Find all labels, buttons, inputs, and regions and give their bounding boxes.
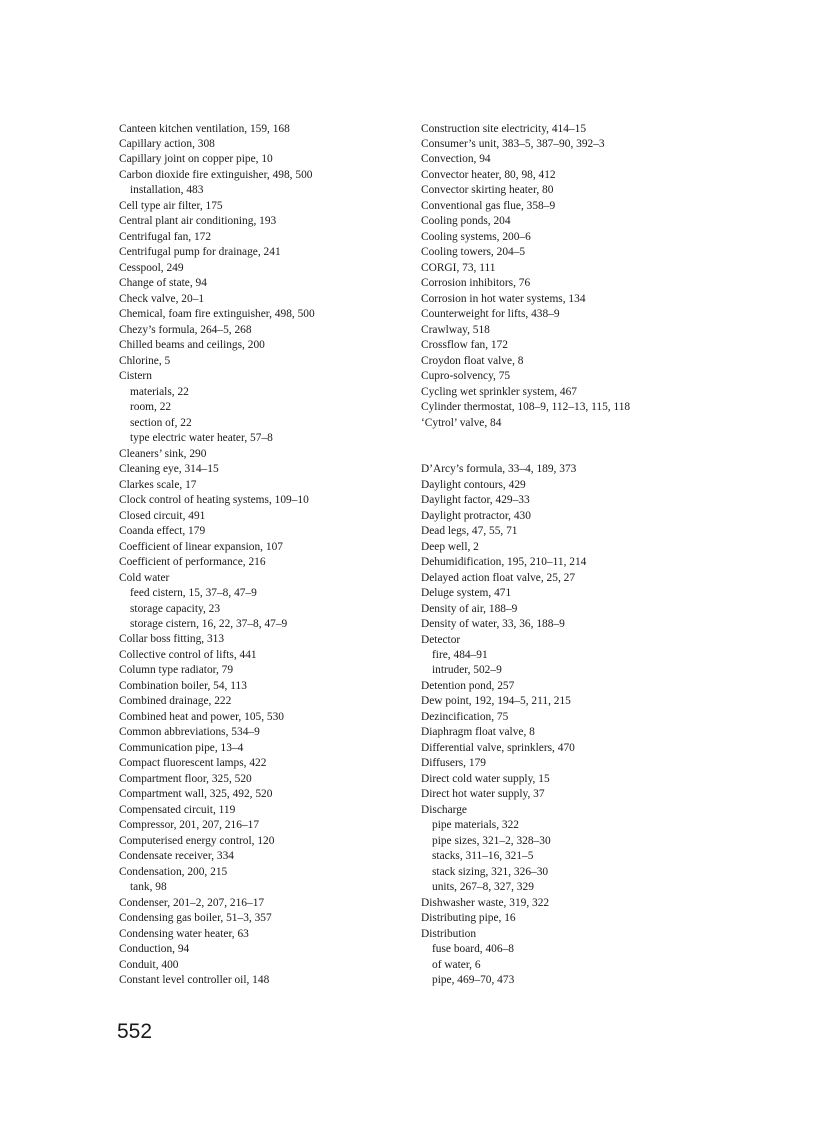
index-entry: Combination boiler, 54, 113 xyxy=(119,679,247,692)
index-entry: Dishwasher waste, 319, 322 xyxy=(421,896,550,909)
index-entry: Cleaners’ sink, 290 xyxy=(119,447,207,460)
index-entry: Change of state, 94 xyxy=(119,277,207,290)
index-entry: Column type radiator, 79 xyxy=(119,664,234,677)
index-entry: Compartment wall, 325, 492, 520 xyxy=(119,788,273,801)
index-subentry: installation, 483 xyxy=(130,184,204,197)
index-subentry: fire, 484–91 xyxy=(432,649,488,661)
index-entry: Cistern xyxy=(119,370,152,383)
index-entry: Cesspool, 249 xyxy=(119,261,184,274)
index-entry: Cylinder thermostat, 108–9, 112–13, 115, 118 xyxy=(421,401,631,414)
index-entry: Dehumidification, 195, 210–11, 214 xyxy=(421,556,587,569)
index-entry: Consumer’s unit, 383–5, 387–90, 392–3 xyxy=(421,137,605,150)
index-entry: Combined drainage, 222 xyxy=(119,695,232,708)
index-subentry: intruder, 502–9 xyxy=(432,664,502,677)
index-entry: Detector xyxy=(421,633,461,646)
index-entry: Coanda effect, 179 xyxy=(119,525,206,538)
index-entry: Daylight factor, 429–33 xyxy=(421,494,530,507)
index-entry: Combined heat and power, 105, 530 xyxy=(119,710,284,723)
index-entry: Closed circuit, 491 xyxy=(119,509,206,522)
index-entry: Cold water xyxy=(119,571,170,584)
index-entry: Check valve, 20–1 xyxy=(119,292,205,305)
index-entry: Computerised energy control, 120 xyxy=(119,834,275,847)
index-subentry: stacks, 311–16, 321–5 xyxy=(432,850,534,863)
index-entry: Central plant air conditioning, 193 xyxy=(119,215,277,228)
index-entry: Cooling systems, 200–6 xyxy=(421,230,531,243)
index-entry: Centrifugal fan, 172 xyxy=(119,230,212,243)
index-entry: Capillary action, 308 xyxy=(119,137,215,150)
index-entry: Chlorine, 5 xyxy=(119,354,171,367)
index-column-left xyxy=(119,122,419,989)
index-entry: Direct cold water supply, 15 xyxy=(421,772,550,785)
index-entry: Cell type air filter, 175 xyxy=(119,199,223,212)
index-subentry: storage cistern, 16, 22, 37–8, 47–9 xyxy=(130,618,288,630)
index-entry: Differential valve, sprinklers, 470 xyxy=(421,741,575,754)
index-subentry: units, 267–8, 327, 329 xyxy=(432,881,534,894)
index-entry: Communication pipe, 13–4 xyxy=(119,741,244,754)
index-subentry: stack sizing, 321, 326–30 xyxy=(432,865,549,878)
index-entry: Delayed action float valve, 25, 27 xyxy=(421,571,576,584)
index-entry: Chezy’s formula, 264–5, 268 xyxy=(119,323,252,336)
index-entry: Detention pond, 257 xyxy=(421,679,515,692)
index-entry: Constant level controller oil, 148 xyxy=(119,974,270,987)
index-subentry: storage capacity, 23 xyxy=(130,602,221,615)
index-entry: Counterweight for lifts, 438–9 xyxy=(421,308,560,321)
index-subentry: of water, 6 xyxy=(432,958,481,971)
index-entry: Daylight contours, 429 xyxy=(421,478,526,491)
index-subentry: feed cistern, 15, 37–8, 47–9 xyxy=(130,587,257,600)
index-subentry: room, 22 xyxy=(130,401,172,414)
index-subentry: materials, 22 xyxy=(130,385,189,398)
index-entry: Coefficient of linear expansion, 107 xyxy=(119,540,283,553)
index-entry: Clock control of heating systems, 109–10 xyxy=(119,494,309,507)
index-entry: Cleaning eye, 314–15 xyxy=(119,463,219,476)
index-entry: CORGI, 73, 111 xyxy=(421,261,496,274)
index-entry: Crawlway, 518 xyxy=(421,323,490,336)
index-entry: Distribution xyxy=(421,927,477,940)
index-entry: Chilled beams and ceilings, 200 xyxy=(119,339,265,352)
index-subentry: fuse board, 406–8 xyxy=(432,943,514,956)
section-gap xyxy=(421,431,721,462)
index-entry: Chemical, foam fire extinguisher, 498, 500 xyxy=(119,308,315,321)
index-entry: Conduit, 400 xyxy=(119,958,179,971)
index-entry: Distributing pipe, 16 xyxy=(421,912,516,925)
index-entry: Conventional gas flue, 358–9 xyxy=(421,199,556,212)
index-entry: Common abbreviations, 534–9 xyxy=(119,726,260,739)
index-entry: Condensate receiver, 334 xyxy=(119,850,234,863)
index-entry: Conduction, 94 xyxy=(119,943,190,956)
page-number: 552 xyxy=(117,1020,153,1043)
index-entry: Capillary joint on copper pipe, 10 xyxy=(119,153,273,166)
index-entry: Condenser, 201–2, 207, 216–17 xyxy=(119,896,265,909)
index-entry: Cupro-solvency, 75 xyxy=(421,370,511,383)
index-entry: Density of water, 33, 36, 188–9 xyxy=(421,618,565,631)
index-entry: Collective control of lifts, 441 xyxy=(119,648,257,661)
index-entry: Direct hot water supply, 37 xyxy=(421,788,545,801)
index-entry: Deep well, 2 xyxy=(421,540,479,553)
index-entry: Density of air, 188–9 xyxy=(421,602,518,615)
index-entry: Convection, 94 xyxy=(421,153,491,166)
index-entry: Cycling wet sprinkler system, 467 xyxy=(421,385,577,398)
index-entry: Cooling ponds, 204 xyxy=(421,215,511,228)
index-subentry: pipe, 469–70, 473 xyxy=(432,974,515,987)
index-entry: ‘Cytrol’ valve, 84 xyxy=(421,416,502,429)
index-entry: Deluge system, 471 xyxy=(421,587,512,600)
index-entry: Construction site electricity, 414–15 xyxy=(421,122,587,135)
index-entry: Coefficient of performance, 216 xyxy=(119,556,266,569)
index-entry: Condensation, 200, 215 xyxy=(119,865,228,878)
index-entry: Canteen kitchen ventilation, 159, 168 xyxy=(119,122,290,135)
index-entry: Daylight protractor, 430 xyxy=(421,509,531,522)
index-entry: Cooling towers, 204–5 xyxy=(421,246,526,259)
index-entry: Condensing gas boiler, 51–3, 357 xyxy=(119,912,272,925)
index-entry: Centrifugal pump for drainage, 241 xyxy=(119,246,281,259)
index-entry: Dezincification, 75 xyxy=(421,710,509,723)
index-entry: Carbon dioxide fire extinguisher, 498, 500 xyxy=(119,168,313,181)
index-subentry: tank, 98 xyxy=(130,881,167,894)
index-entry: Croydon float valve, 8 xyxy=(421,354,524,367)
index-entry: D’Arcy’s formula, 33–4, 189, 373 xyxy=(421,463,577,476)
index-entry: Convector heater, 80, 98, 412 xyxy=(421,168,556,181)
index-entry: Condensing water heater, 63 xyxy=(119,927,249,940)
index-entry: Dew point, 192, 194–5, 211, 215 xyxy=(421,695,571,708)
index-entry: Collar boss fitting, 313 xyxy=(119,633,225,646)
index-subentry: pipe materials, 322 xyxy=(432,819,519,832)
index-subentry: section of, 22 xyxy=(130,416,192,429)
index-subentry: pipe sizes, 321–2, 328–30 xyxy=(432,834,551,847)
index-entry: Compensated circuit, 119 xyxy=(119,803,236,816)
index-entry: Convector skirting heater, 80 xyxy=(421,184,554,197)
index-entry: Compact fluorescent lamps, 422 xyxy=(119,757,267,770)
index-entry: Corrosion in hot water systems, 134 xyxy=(421,292,586,305)
index-entry: Diaphragm float valve, 8 xyxy=(421,726,535,739)
index-entry: Dead legs, 47, 55, 71 xyxy=(421,525,518,538)
index-entry: Compartment floor, 325, 520 xyxy=(119,772,252,785)
index-subentry: type electric water heater, 57–8 xyxy=(130,432,273,445)
index-entry: Diffusers, 179 xyxy=(421,757,486,770)
index-entry: Corrosion inhibitors, 76 xyxy=(421,277,531,290)
index-entry: Discharge xyxy=(421,803,467,816)
index-entry: Clarkes scale, 17 xyxy=(119,478,197,491)
index-entry: Compressor, 201, 207, 216–17 xyxy=(119,819,260,832)
index-entry: Crossflow fan, 172 xyxy=(421,339,509,352)
index-column-right xyxy=(421,122,721,989)
